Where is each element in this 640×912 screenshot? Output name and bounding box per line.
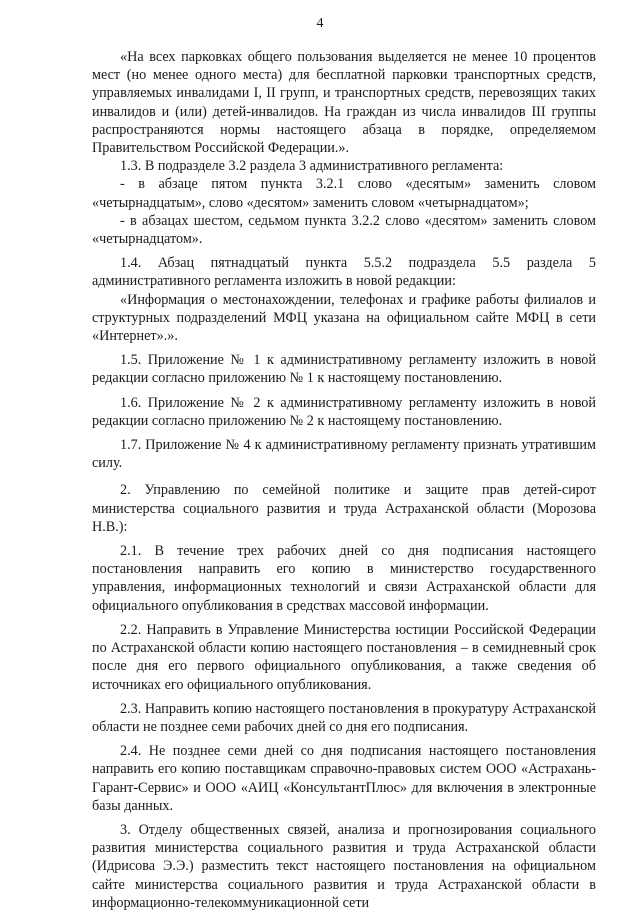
page-number: 4 (316, 16, 324, 31)
paragraph-3: 3. Отделу общественных связей, анализа и прогнозирования социального развития министерства социального развития и труда Астраханской области (Идрисова Э.Э.) разместить текст настоящего постановления на официальном сайте министерства социального развития и труда Астраханской области в информационно-телекоммуникационной сети (92, 821, 596, 911)
paragraph-2: 2. Управлению по семейной политике и защите прав детей-сирот министерства социального развития и труда Астраханской области (Морозова Н.В.): (92, 482, 596, 535)
paragraph-2-1: 2.1. В течение трех рабочих дней со дня подписания настоящего постановления направить его копию в министерство государственного управления, информационных технологий и связи Астраханской области для официального опубликования в средствах массовой информации. (92, 543, 596, 614)
paragraph-1-5: 1.5. Приложение № 1 к административному регламенту изложить в новой редакции согласно приложению № 1 к настоящему постановлению. (92, 352, 596, 387)
document-body (92, 48, 596, 912)
paragraph-1-3-item-2: - в абзацах шестом, седьмом пункта 3.2.2 слово «десятом» заменить словом «четырнадцатом». (92, 212, 596, 248)
paragraph-1-3: 1.3. В подразделе 3.2 раздела 3 административного регламента: (120, 158, 504, 175)
paragraph-1-6: 1.6. Приложение № 2 к административному регламенту изложить в новой редакции согласно приложению № 2 к настоящему постановлению. (92, 394, 596, 429)
paragraph-2-4: 2.4. Не позднее семи дней со дня подписания настоящего постановления направить его копию поставщикам справочно-правовых систем ООО «Астрахань-Гарант-Сервис» и ООО «АИЦ «КонсультантПлюс» для включения в электронные базы данных. (92, 743, 596, 814)
paragraph-parking-quote: «На всех парковках общего пользования выделяется не менее 10 процентов мест (но менее одного места) для бесплатной парковки транспортных средств, управляемых инвалидами I, II групп, и транспортных средств, перевозящих таких инвалидов и (или) детей-инвалидов. На граждан из числа инвалидов III группы распространяются нормы настоящего абзаца в порядке, определяемом Правительством Российской Федерации.». (92, 49, 596, 157)
paragraph-1-4: 1.4. Абзац пятнадцатый пункта 5.5.2 подраздела 5.5 раздела 5 административного регламента изложить в новой редакции: (92, 255, 596, 290)
paragraph-2-3: 2.3. Направить копию настоящего постановления в прокуратуру Астраханской области не позднее семи рабочих дней со дня его подписания. (92, 700, 596, 735)
paragraph-2-2: 2.2. Направить в Управление Министерства юстиции Российской Федерации по Астраханской области копию настоящего постановления – в семидневный срок после дня его первого официального опубликования, а также сведения об источниках его официального опубликования. (92, 621, 596, 693)
paragraph-1-4-quote: «Информация о местонахождении, телефонах и графике работы филиалов и структурных подразделений МФЦ указана на официальном сайте МФЦ в сети «Интернет».». (92, 291, 596, 345)
paragraph-1-3-item-1: - в абзаце пятом пункта 3.2.1 слово «десятым» заменить словом «четырнадцатым», слово «десятом» заменить словом «четырнадцатом»; (92, 176, 596, 211)
paragraph-1-7: 1.7. Приложение № 4 к административному регламенту признать утратившим силу. (92, 437, 596, 472)
